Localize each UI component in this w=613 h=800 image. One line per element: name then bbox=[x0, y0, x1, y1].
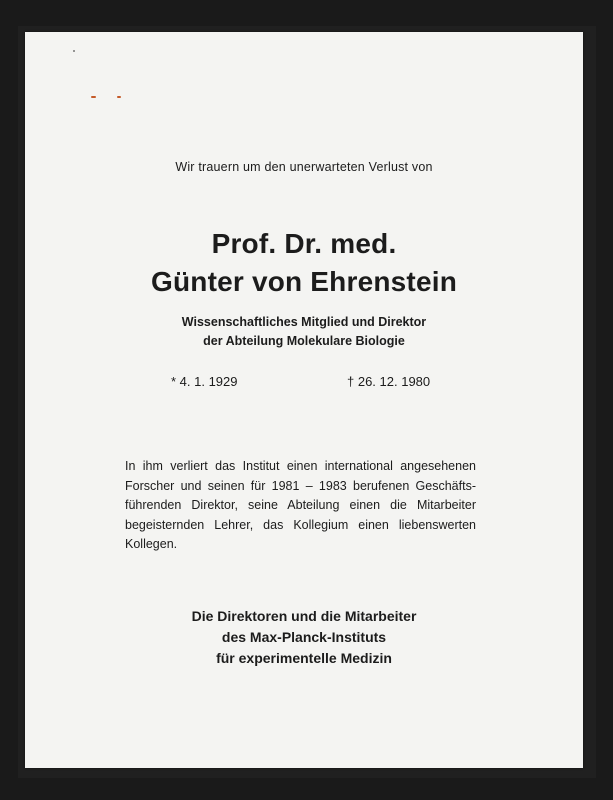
obituary-card bbox=[25, 32, 583, 768]
name-full: Günter von Ehrenstein bbox=[150, 266, 458, 297]
paper-speck bbox=[117, 96, 121, 98]
paper-speck bbox=[73, 50, 75, 52]
signature-line: des Max-Planck-Instituts bbox=[221, 629, 387, 645]
role-line: Wissenschaftliches Mitglied und Direktor bbox=[181, 315, 427, 329]
name-title: Prof. Dr. med. bbox=[211, 228, 397, 259]
tribute-paragraph bbox=[125, 457, 476, 555]
signature-line: Die Direktoren und die Mitarbeiter bbox=[191, 608, 417, 624]
paragraph-line: Forscher und seinen für 1981 – 1983 berufenen Geschäfts- bbox=[125, 478, 476, 493]
signature-line: für experimentelle Medizin bbox=[216, 650, 392, 666]
paper-speck bbox=[91, 96, 96, 98]
role-line: der Abteilung Molekulare Biologie bbox=[203, 334, 405, 348]
birth-date: * 4. 1. 1929 bbox=[171, 374, 238, 389]
paragraph-line: begeisternden Lehrer, das Kollegium einen liebenswerten bbox=[125, 517, 476, 532]
paragraph-line: Kollegen. bbox=[125, 537, 178, 551]
paragraph-line: führenden Direktor, seine Abteilung einen die Mitarbeiter bbox=[125, 498, 476, 512]
intro-text: Wir trauern um den unerwarteten Verlust von bbox=[175, 160, 433, 174]
death-date: † 26. 12. 1980 bbox=[347, 374, 431, 389]
paragraph-line: In ihm verliert das Institut einen international angesehenen bbox=[125, 459, 476, 473]
